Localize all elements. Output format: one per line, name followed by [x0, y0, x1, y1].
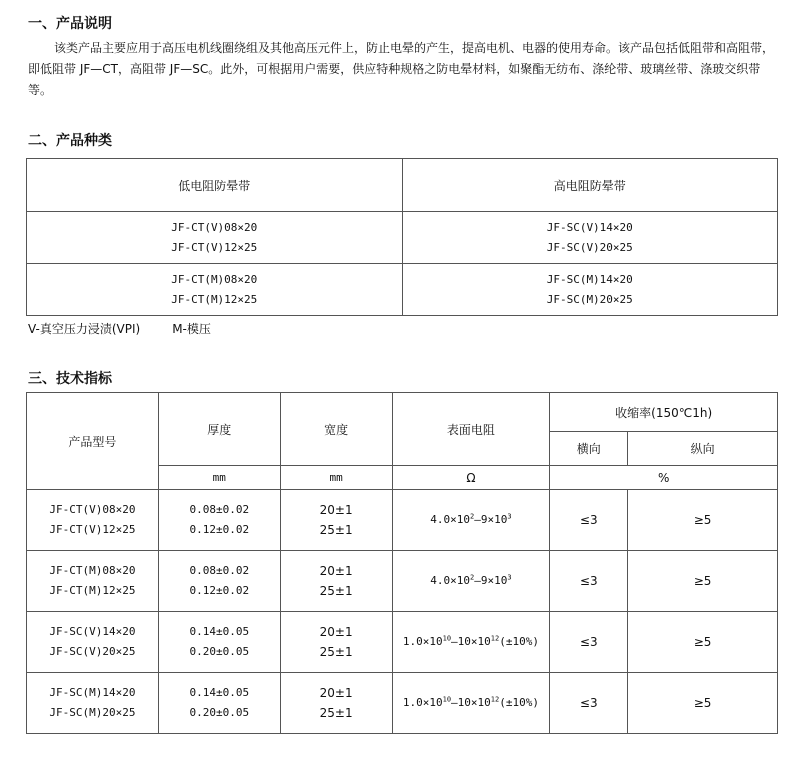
model-code: JF-SC(M)20×25 — [49, 706, 136, 719]
model-code: JF-CT(V)08×20 — [49, 503, 136, 516]
table-row — [27, 490, 778, 551]
thickness-header: 厚度 — [158, 393, 280, 466]
thickness-unit: mm — [158, 466, 280, 490]
longitudinal-header: 纵向 — [628, 432, 778, 466]
resistance-exponent: 10 — [442, 695, 452, 704]
resistance-header: 表面电阻 — [392, 393, 550, 466]
thickness-cell — [158, 673, 280, 734]
thickness-cell — [158, 490, 280, 551]
thickness-value: 0.12±0.02 — [189, 523, 250, 536]
model-code: JF-SC(M)14×20 — [49, 686, 136, 699]
width-unit: mm — [280, 466, 392, 490]
model-code: JF-CT(M)08×20 — [49, 564, 136, 577]
resistance-exponent: 12 — [490, 695, 500, 704]
model-code: JF-CT(V)08×20 — [171, 220, 258, 234]
resistance-tolerance: (±10%) — [499, 696, 539, 709]
thickness-value: 0.14±0.05 — [189, 625, 250, 638]
resistance-separator: — — [451, 635, 458, 648]
section-heading-types: 二、产品种类 — [28, 133, 112, 149]
thickness-value: 0.20±0.05 — [189, 645, 250, 658]
resistance-base: 10×10 — [457, 635, 491, 648]
resistance-cell — [392, 551, 550, 612]
resistance-cell — [392, 612, 550, 673]
note-molded: M-模压 — [172, 322, 211, 336]
resistance-exponent: 2 — [470, 512, 475, 521]
model-code: JF-SC(V)14×20 — [49, 625, 136, 638]
resistance-exponent: 12 — [490, 634, 500, 643]
model-header: 产品型号 — [27, 393, 159, 490]
model-cell — [27, 551, 159, 612]
width-header: 宽度 — [280, 393, 392, 466]
thickness-value: 0.12±0.02 — [189, 584, 250, 597]
model-code: JF-SC(M)14×20 — [546, 272, 633, 286]
resistance-tolerance: (±10%) — [499, 635, 539, 648]
transverse-cell: ≤3 — [550, 551, 628, 612]
resistance-cell — [392, 490, 550, 551]
model-code: JF-CT(V)12×25 — [171, 240, 258, 254]
width-value: 25±1 — [319, 706, 353, 720]
thickness-cell — [158, 551, 280, 612]
low-resistance-models — [27, 264, 403, 316]
transverse-header: 横向 — [550, 432, 628, 466]
low-resistance-models — [27, 212, 403, 264]
resistance-separator: — — [451, 696, 458, 709]
specs-header-row — [27, 393, 778, 432]
resistance-exponent: 3 — [507, 573, 512, 582]
width-value: 25±1 — [319, 523, 353, 537]
resistance-base: 9×10 — [480, 513, 508, 526]
width-value: 20±1 — [319, 625, 353, 639]
resistance-separator: — — [474, 574, 481, 587]
table-row — [27, 212, 778, 264]
longitudinal-cell: ≥5 — [628, 490, 778, 551]
width-value: 20±1 — [319, 686, 353, 700]
transverse-cell: ≤3 — [550, 673, 628, 734]
thickness-value: 0.08±0.02 — [189, 503, 250, 516]
transverse-cell: ≤3 — [550, 612, 628, 673]
width-cell — [280, 490, 392, 551]
shrinkage-unit: % — [550, 466, 778, 490]
types-header-row — [27, 159, 778, 212]
longitudinal-cell: ≥5 — [628, 612, 778, 673]
high-resistance-models — [402, 264, 778, 316]
longitudinal-cell: ≥5 — [628, 551, 778, 612]
model-code: JF-CT(M)12×25 — [171, 292, 258, 306]
transverse-cell: ≤3 — [550, 490, 628, 551]
resistance-base: 10×10 — [457, 696, 491, 709]
table-row — [27, 612, 778, 673]
width-cell — [280, 673, 392, 734]
width-cell — [280, 551, 392, 612]
resistance-base: 4.0×10 — [430, 513, 471, 526]
model-code: JF-CT(M)12×25 — [49, 584, 136, 597]
resistance-base: 9×10 — [480, 574, 508, 587]
model-cell — [27, 612, 159, 673]
resistance-base: 1.0×10 — [402, 635, 443, 648]
thickness-value: 0.08±0.02 — [189, 564, 250, 577]
note-vpi: V-真空压力浸渍(VPI) — [28, 322, 141, 336]
width-value: 25±1 — [319, 645, 353, 659]
thickness-cell — [158, 612, 280, 673]
thickness-value: 0.20±0.05 — [189, 706, 250, 719]
table-row — [27, 551, 778, 612]
product-types-table — [26, 158, 778, 316]
model-cell — [27, 490, 159, 551]
resistance-base: 4.0×10 — [430, 574, 471, 587]
section-heading-description: 一、产品说明 — [28, 16, 112, 32]
model-code: JF-CT(V)12×25 — [49, 523, 136, 536]
table-row — [27, 673, 778, 734]
model-code: JF-SC(V)14×20 — [546, 220, 633, 234]
model-code: JF-SC(V)20×25 — [546, 240, 633, 254]
abbreviation-note — [28, 320, 243, 337]
high-resistance-models — [402, 212, 778, 264]
technical-specs-table — [26, 392, 778, 734]
width-cell — [280, 612, 392, 673]
longitudinal-cell: ≥5 — [628, 673, 778, 734]
resistance-base: 1.0×10 — [402, 696, 443, 709]
thickness-value: 0.14±0.05 — [189, 686, 250, 699]
resistance-exponent: 3 — [507, 512, 512, 521]
low-resistance-header: 低电阻防晕带 — [27, 159, 403, 212]
product-description-text: 该类产品主要应用于高压电机线圈绕组及其他高压元件上，防止电晕的产生，提高电机、电器的使用寿命。该产品包括低阻带和高阻带，即低阻带 JF—CT，高阻带 JF—SC。此外，可根据用户需要，供应特种规格之防电晕材料，如聚酯无纺布、涤纶带、玻璃丝带、涤玻交织带等。 — [28, 41, 775, 97]
resistance-separator: — — [474, 513, 481, 526]
shrinkage-header: 收缩率(150℃1h) — [550, 393, 778, 432]
resistance-cell — [392, 673, 550, 734]
high-resistance-header: 高电阻防晕带 — [402, 159, 778, 212]
width-value: 20±1 — [319, 564, 353, 578]
model-code: JF-SC(V)20×25 — [49, 645, 136, 658]
resistance-exponent: 2 — [470, 573, 475, 582]
model-code: JF-CT(M)08×20 — [171, 272, 258, 286]
width-value: 20±1 — [319, 503, 353, 517]
table-row — [27, 264, 778, 316]
width-value: 25±1 — [319, 584, 353, 598]
resistance-unit: Ω — [392, 466, 550, 490]
model-cell — [27, 673, 159, 734]
section-heading-specs: 三、技术指标 — [28, 371, 112, 387]
model-code: JF-SC(M)20×25 — [546, 292, 633, 306]
resistance-exponent: 10 — [442, 634, 452, 643]
